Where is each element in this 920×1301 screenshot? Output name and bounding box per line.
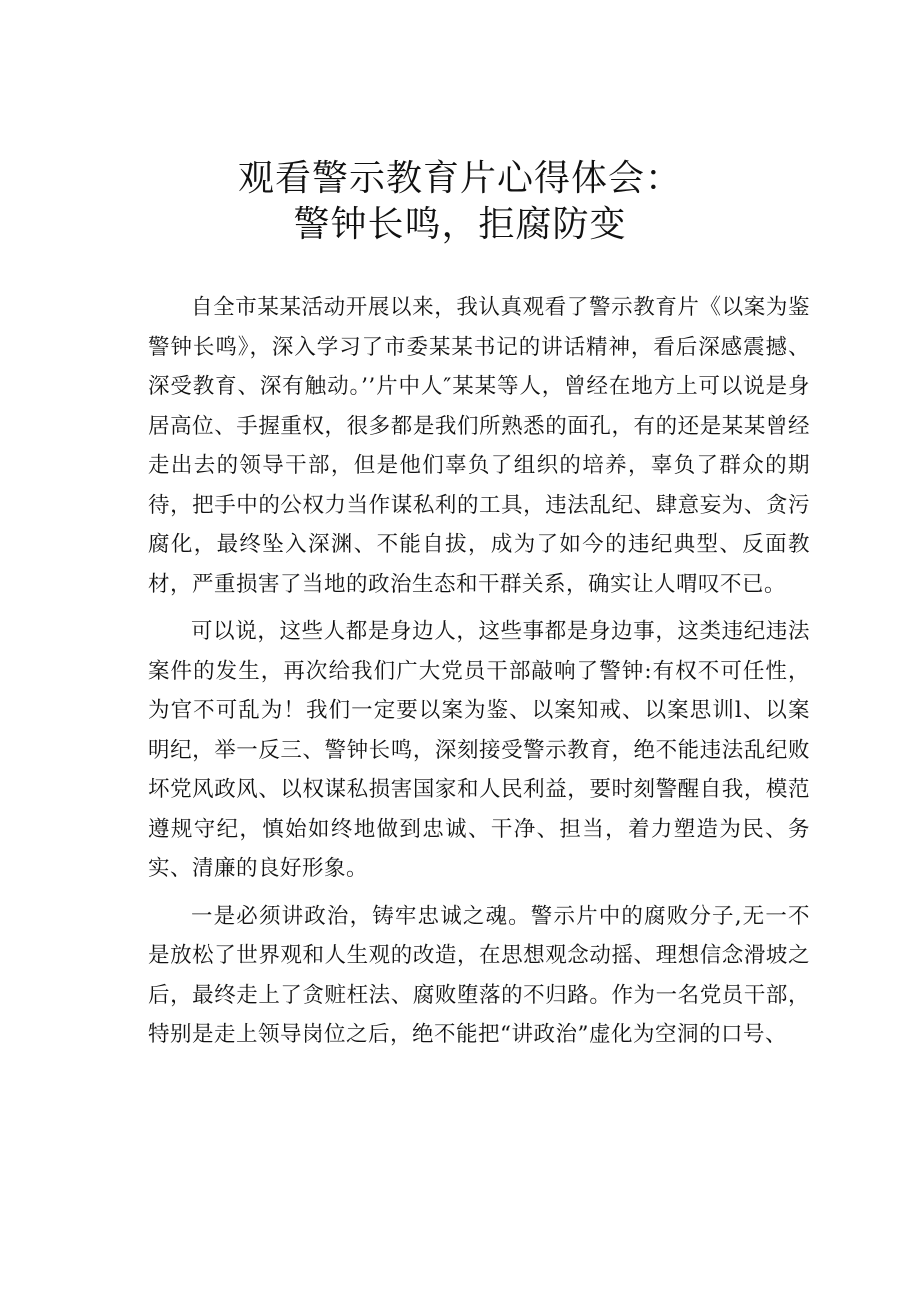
body-paragraph: 自全市某某活动开展以来，我认真观看了警示教育片《以案为鉴警钟长鸣》，深入学习了市委某某书记的讲话精神，看后深感震撼、深受教育、深有触动。’’片中人″某某等人，曾经在地方上可以说是身居高位、手握重权，很多都是我们所熟悉的面孔，有的还是某某曾经走出去的领导干部，但是他们辜负了组织的培养，辜负了群众的期待，把手中的公权力当作谋私利的工具，违法乱纪、肆意妄为、贪污腐化，最终坠入深渊、不能自拔，成为了如今的违纪典型、反面教材，严重损害了当地的政治生态和干群关系，确实让人喟叹不已。 [148,295,810,597]
body-paragraph: 可以说，这些人都是身边人，这些事都是身边事，这类违纪违法案件的发生，再次给我们广大党员干部敲响了警钟:有权不可任性，为官不可乱为！我们一定要以案为鉴、以案知戒、以案思训l、以案明纪，举一反三、警钟长鸣，深刻接受警示教育，绝不能违法乱纪败坏党风政风、以权谋私损害国家和人民利益，要时刻警醒自我，模范遵规守纪，慎始如终地做到忠诚、干净、担当，着力塑造为民、务实、清廉的良好形象。 [148,619,810,881]
title-line-1: 观看警示教育片心得体会： [237,158,682,199]
body-paragraph: 一是必须讲政治，铸牢忠诚之魂。警示片中的腐败分子,无一不是放松了世界观和人生观的改造，在思想观念动摇、理想信念滑坡之后，最终走上了贪赃枉法、腐败堕落的不归路。作为一名党员干部，特别是走上领导岗位之后，绝不能把“讲政治”虚化为空洞的口号、 [148,903,810,1047]
document-body [148,288,810,1055]
title-line-2: 警钟长鸣，拒腐防变 [293,204,627,245]
document-title [0,156,920,248]
